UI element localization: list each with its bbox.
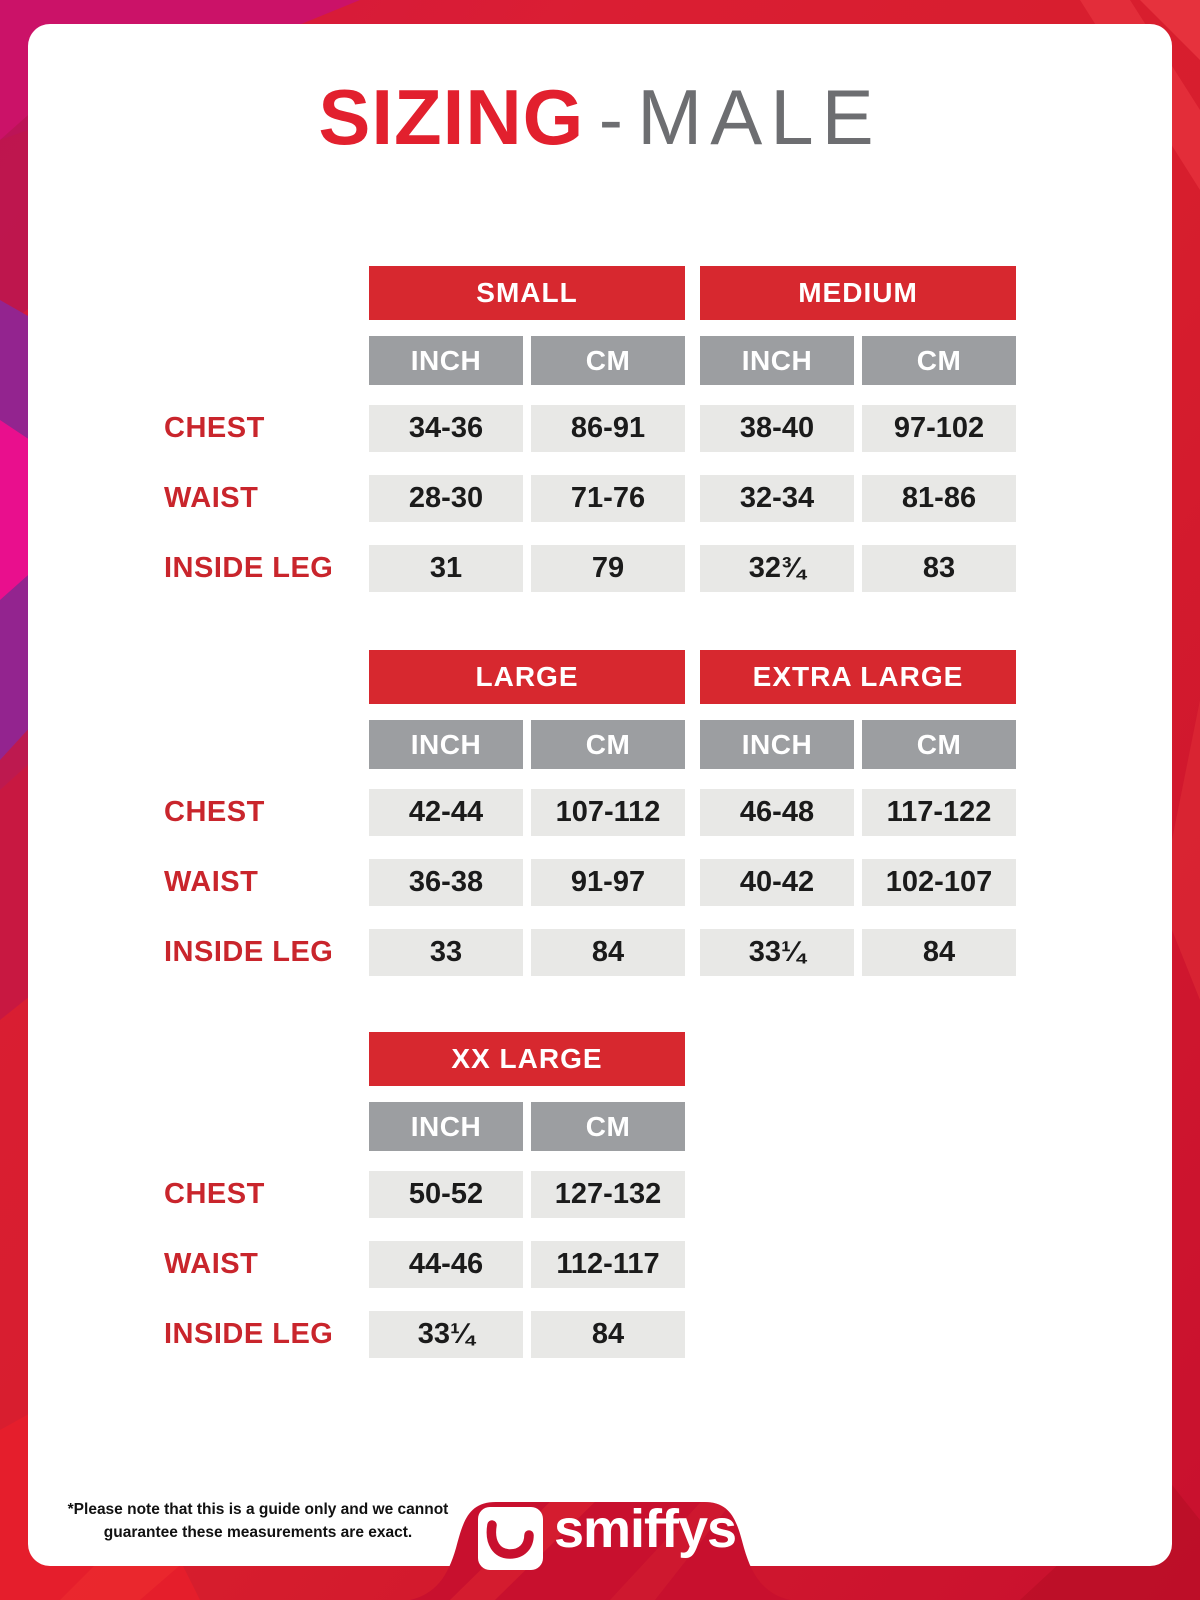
measurement-cell: 84 [531,1311,685,1358]
measurement-cell: 81-86 [862,475,1016,522]
brand-wordmark [554,1498,759,1560]
unit-header-inch: INCH [700,336,854,385]
measurement-cell: 44-46 [369,1241,523,1288]
size-header-small: SMALL [369,266,685,320]
spacer [164,720,369,769]
measurement-cell: 31 [369,545,523,592]
measurement-cell: 50-52 [369,1171,523,1218]
table-row-waist [164,1241,693,1288]
measurement-cell: 40-42 [700,859,854,906]
measurement-cell: 38-40 [700,405,854,452]
measurement-cell: 42-44 [369,789,523,836]
size-header-row [164,650,1024,704]
measurement-cell: 83 [862,545,1016,592]
measurement-cell: 117-122 [862,789,1016,836]
size-header-extra-large: EXTRA LARGE [700,650,1016,704]
size-table-xxlarge [164,1032,693,1381]
measurement-cell: 32¾ [700,545,854,592]
footer-note: *Please note that this is a guide only and we cannot guarantee these measurements are exact. [67,1501,449,1542]
measurement-cell: 107-112 [531,789,685,836]
row-label-waist: WAIST [164,1248,259,1280]
measurement-cell: 71-76 [531,475,685,522]
spacer [164,1102,369,1151]
size-header-row [164,266,1024,320]
measurement-cell: 33 [369,929,523,976]
row-label-inside-leg: INSIDE LEG [164,936,334,968]
measurement-cell: 112-117 [531,1241,685,1288]
unit-header-row [164,720,1024,769]
content-card [28,24,1172,1566]
size-header-row [164,1032,693,1086]
smile-icon [478,1507,543,1570]
unit-header-cm: CM [531,1102,685,1151]
table-row-inside-leg [164,929,1024,976]
unit-header-inch: INCH [369,1102,523,1151]
unit-header-cm: CM [862,720,1016,769]
measurement-cell: 34-36 [369,405,523,452]
table-row-waist [164,859,1024,906]
spacer [164,650,369,704]
measurement-cell: 84 [531,929,685,976]
measurement-cell: 28-30 [369,475,523,522]
measurement-cell: 86-91 [531,405,685,452]
measurement-cell: 46-48 [700,789,854,836]
unit-header-row [164,336,1024,385]
spacer [164,266,369,320]
trademark-symbol: TM [738,1502,759,1518]
title-dash: - [598,80,623,160]
page-title [28,73,1172,161]
measurement-cell: 32-34 [700,475,854,522]
measurement-cell: 97-102 [862,405,1016,452]
row-label-waist: WAIST [164,482,259,514]
measurement-cell: 84 [862,929,1016,976]
unit-header-inch: INCH [700,720,854,769]
table-row-inside-leg [164,545,1024,592]
size-header-large: LARGE [369,650,685,704]
table-row-chest [164,789,1024,836]
row-label-inside-leg: INSIDE LEG [164,552,334,584]
row-label-inside-leg: INSIDE LEG [164,1318,334,1350]
row-label-chest: CHEST [164,412,265,444]
measurement-cell: 33¼ [369,1311,523,1358]
unit-header-row [164,1102,693,1151]
measurement-cell: 33¼ [700,929,854,976]
measurement-cell: 91-97 [531,859,685,906]
title-sizing: SIZING [318,73,585,161]
unit-header-cm: CM [531,720,685,769]
size-table-small-medium [164,266,1024,615]
measurement-cell: 79 [531,545,685,592]
unit-header-inch: INCH [369,336,523,385]
table-row-inside-leg [164,1311,693,1358]
measurement-cell: 127-132 [531,1171,685,1218]
spacer [164,1032,369,1086]
size-table-large-xlarge [164,650,1024,999]
unit-header-cm: CM [531,336,685,385]
unit-header-cm: CM [862,336,1016,385]
row-label-waist: WAIST [164,866,259,898]
row-label-chest: CHEST [164,1178,265,1210]
brand-name: smiffys [554,1499,737,1559]
brand-tab [410,1482,790,1600]
size-header-medium: MEDIUM [700,266,1016,320]
spacer [164,336,369,385]
table-row-chest [164,405,1024,452]
table-row-chest [164,1171,693,1218]
measurement-cell: 36-38 [369,859,523,906]
row-label-chest: CHEST [164,796,265,828]
measurement-cell: 102-107 [862,859,1016,906]
size-header-xx-large: XX LARGE [369,1032,685,1086]
unit-header-inch: INCH [369,720,523,769]
table-row-waist [164,475,1024,522]
title-male: MALE [637,73,882,161]
